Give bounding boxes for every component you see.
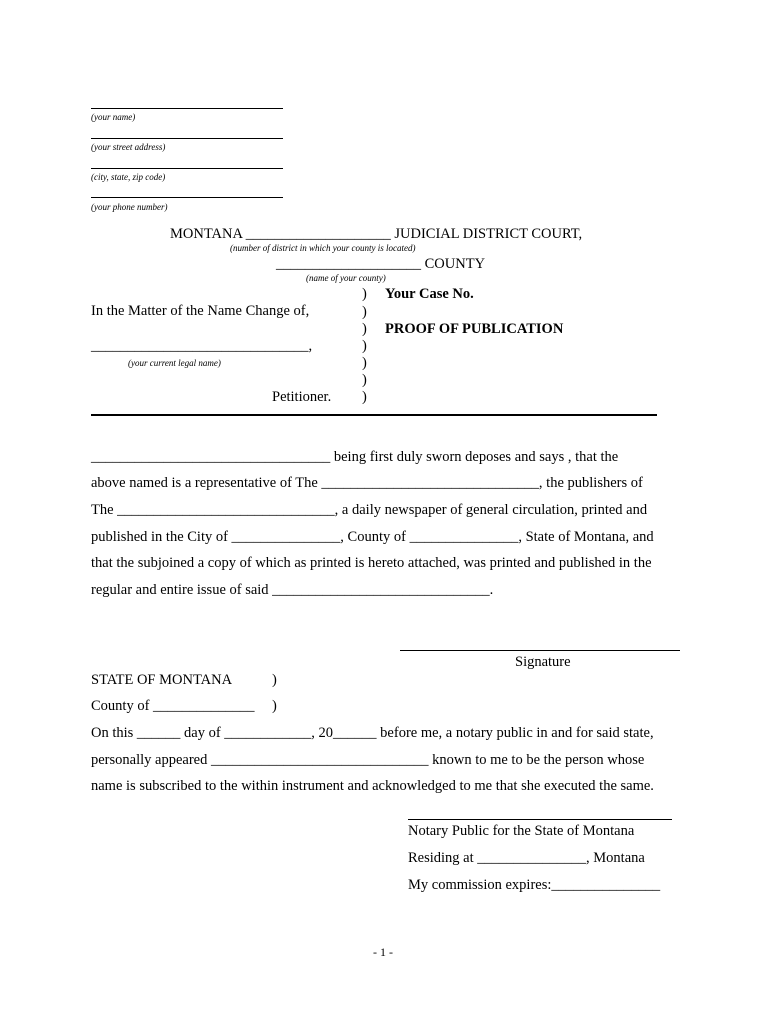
body-line: that the subjoined a copy of which as printed is hereto attached, was printed and published in the <box>91 555 652 571</box>
notary-line: On this ______ day of ____________, 20______ before me, a notary public in and for said state, <box>91 725 654 741</box>
residing-at-label: Residing at _______________, Montana <box>408 850 645 866</box>
petitioner-label: Petitioner. <box>272 389 332 405</box>
county-heading: ____________________ COUNTY <box>276 256 486 272</box>
signature-label: Signature <box>515 654 571 670</box>
county-paren: ) <box>272 698 277 714</box>
district-hint: (number of district in which your county is located) <box>230 243 416 253</box>
city-hint: (city, state, zip code) <box>91 172 166 182</box>
body-line: published in the City of _______________, County of _______________, State of Montana, and <box>91 529 654 545</box>
body-line: regular and entire issue of said ______________________________. <box>91 582 494 598</box>
body-line: The ______________________________, a daily newspaper of general circulation, printed and <box>91 502 648 518</box>
page-number: - 1 - <box>373 945 393 959</box>
case-number-label: Your Case No. <box>385 286 474 302</box>
county-label: County of ______________ <box>91 698 255 714</box>
phone-line[interactable] <box>91 197 283 198</box>
county-hint: (name of your county) <box>306 273 386 283</box>
state-label: STATE OF MONTANA <box>91 672 233 688</box>
body-line: above named is a representative of The ______________________________, the publishers of <box>91 475 643 491</box>
notary-line: name is subscribed to the within instrument and acknowledged to me that she executed the same. <box>91 778 654 794</box>
court-heading: MONTANA ____________________ JUDICIAL DISTRICT COURT, <box>170 226 583 242</box>
caption-paren: ) <box>362 389 367 405</box>
document-title: PROOF OF PUBLICATION <box>385 321 564 337</box>
current-name-blank[interactable]: ______________________________, <box>91 338 313 354</box>
caption-paren: ) <box>362 355 367 371</box>
name-hint: (your name) <box>91 112 136 122</box>
notary-line: personally appeared ______________________________ known to me to be the person whose <box>91 752 645 768</box>
name-line[interactable] <box>91 108 283 109</box>
street-line[interactable] <box>91 138 283 139</box>
commission-expires-label: My commission expires:_______________ <box>408 877 661 893</box>
current-name-hint: (your current legal name) <box>128 358 221 368</box>
street-hint: (your street address) <box>91 142 166 152</box>
state-paren: ) <box>272 672 277 688</box>
body-line: _________________________________ being first duly sworn deposes and says , that the <box>91 449 619 465</box>
notary-public-label: Notary Public for the State of Montana <box>408 823 635 839</box>
city-line[interactable] <box>91 168 283 169</box>
caption-rule <box>91 414 657 416</box>
caption-paren: ) <box>362 338 367 354</box>
caption-paren: ) <box>362 372 367 388</box>
caption-paren: ) <box>362 286 367 302</box>
phone-hint: (your phone number) <box>91 202 168 212</box>
caption-paren: ) <box>362 321 367 337</box>
notary-signature-line[interactable] <box>408 819 672 820</box>
matter-text: In the Matter of the Name Change of, <box>91 303 310 319</box>
caption-paren: ) <box>362 304 367 320</box>
signature-line[interactable] <box>400 650 680 651</box>
